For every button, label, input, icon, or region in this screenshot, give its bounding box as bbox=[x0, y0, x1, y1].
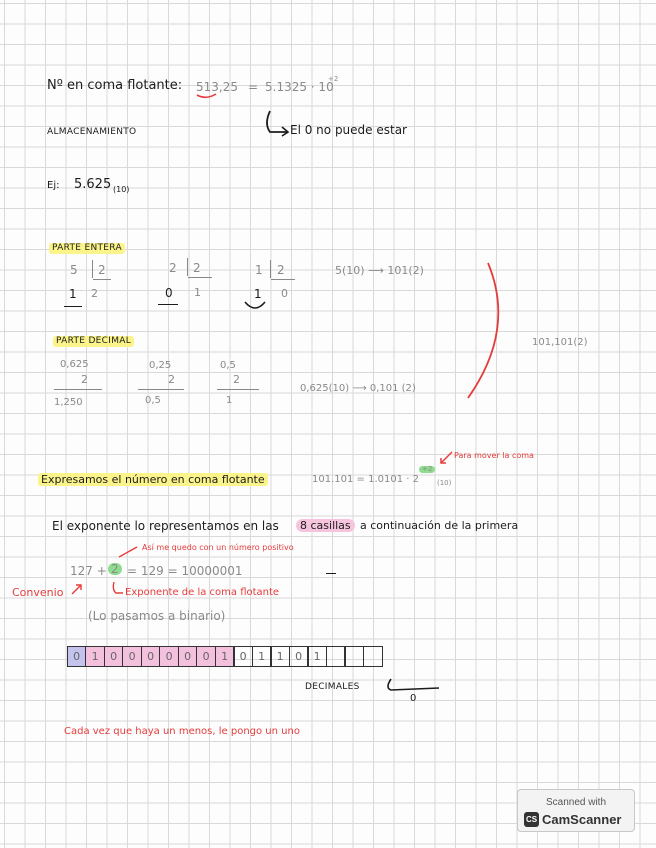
red-bracket-mark bbox=[460, 260, 510, 402]
convenio-label: Convenio bbox=[12, 586, 64, 599]
div1-divisor: 2 bbox=[98, 263, 106, 277]
smile-mark bbox=[243, 300, 267, 312]
red-underline-mark bbox=[196, 92, 218, 100]
example-number: 513,25 bbox=[196, 80, 238, 94]
decimal-part-title: PARTE DECIMAL bbox=[53, 336, 134, 347]
calc-rest: = 129 = 10000001 bbox=[127, 564, 243, 578]
binary-note: (Lo pasamos a binario) bbox=[88, 609, 226, 623]
div3-remainder: 1 bbox=[254, 287, 262, 301]
integer-result: 5(10) ⟶ 101(2) bbox=[335, 264, 424, 277]
decimals-label: DECIMALES bbox=[305, 682, 360, 692]
mul2-product: 0,5 bbox=[145, 395, 161, 406]
camscanner-brand: CamScanner bbox=[542, 812, 622, 827]
decimal-result: 0,625(10) ⟶ 0,101 (2) bbox=[300, 383, 416, 394]
example-base: (10) bbox=[113, 185, 130, 194]
decimals-bracket-mark bbox=[383, 676, 441, 694]
div2-divisor: 2 bbox=[193, 261, 201, 275]
div1-remainder: 1 bbox=[69, 287, 77, 301]
float-expression-exponent: +2 bbox=[419, 466, 435, 473]
bit-box: 0 bbox=[159, 646, 179, 667]
mul1-product: 1,250 bbox=[54, 397, 83, 408]
mul3-value: 0,5 bbox=[220, 360, 236, 371]
div1-dividend: 5 bbox=[70, 263, 78, 277]
combined-binary: 101,101(2) bbox=[532, 337, 588, 348]
div2-dividend: 2 bbox=[169, 261, 177, 275]
bit-box: 0 bbox=[104, 646, 124, 667]
bit-box: 1 bbox=[307, 646, 327, 667]
equals-sign: = bbox=[248, 80, 259, 94]
scanned-with-text: Scanned with bbox=[545, 797, 607, 808]
bit-box: 0 bbox=[233, 646, 253, 667]
mul1-factor: 2 bbox=[81, 373, 88, 386]
mul3-product: 1 bbox=[226, 395, 233, 406]
exponent-text-before: El exponente lo representamos en las bbox=[52, 519, 279, 533]
bit-box: 1 bbox=[85, 646, 105, 667]
scientific-exponent: +2 bbox=[328, 75, 339, 83]
div3-quotient: 0 bbox=[281, 287, 288, 300]
bit-box: 0 bbox=[67, 646, 87, 667]
bit-box: 1 bbox=[215, 646, 235, 667]
bit-box bbox=[326, 646, 346, 667]
hook-arrow-icon bbox=[262, 108, 292, 138]
exponent-text-after: a continuación de la primera bbox=[360, 519, 519, 532]
div2-quotient: 1 bbox=[194, 286, 201, 299]
footer-note: Cada vez que haya un menos, le pongo un uno bbox=[64, 726, 300, 737]
move-comma-note: Para mover la coma bbox=[454, 451, 534, 460]
red-arrow-positive-icon bbox=[115, 544, 139, 560]
storage-title: ALMACENAMIENTO bbox=[47, 127, 137, 137]
mul3-factor: 2 bbox=[233, 373, 240, 386]
bit-box bbox=[344, 646, 364, 667]
bit-box: 1 bbox=[270, 646, 290, 667]
bit-box: 0 bbox=[122, 646, 142, 667]
zero-label: 0 bbox=[410, 693, 417, 704]
calc-base: 127 + bbox=[70, 564, 107, 578]
div3-dividend: 1 bbox=[255, 263, 263, 277]
bit-box: 0 bbox=[178, 646, 198, 667]
div3-divisor: 2 bbox=[277, 263, 285, 277]
storage-note: El 0 no puede estar bbox=[290, 123, 407, 137]
float-expression-label: Expresamos el número en coma flotante bbox=[38, 473, 268, 486]
bit-boxes-row bbox=[68, 646, 383, 667]
float-label: Nº en coma flotante: bbox=[47, 78, 183, 93]
mul2-factor: 2 bbox=[168, 373, 175, 386]
bit-box: 0 bbox=[196, 646, 216, 667]
mul1-value: 0,625 bbox=[60, 359, 89, 370]
red-up-arrow-icon bbox=[70, 582, 84, 596]
bit-box: 0 bbox=[289, 646, 309, 667]
scientific-notation: 5.1325 · 10 bbox=[265, 80, 334, 94]
camscanner-watermark bbox=[517, 789, 635, 832]
red-arrow-icon bbox=[438, 450, 454, 466]
bit-box: 0 bbox=[141, 646, 161, 667]
example-prefix: Ej: bbox=[47, 180, 60, 191]
integer-part-title: PARTE ENTERA bbox=[49, 243, 125, 254]
bit-box: 1 bbox=[252, 646, 272, 667]
positive-note: Así me quedo con un número positivo bbox=[142, 543, 294, 552]
example-value: 5.625 bbox=[74, 177, 112, 192]
exponent-note: Exponente de la coma flotante bbox=[125, 587, 280, 598]
calc-added: 2 bbox=[108, 563, 122, 575]
camscanner-logo-icon: CS bbox=[524, 812, 539, 827]
red-hook-icon bbox=[111, 580, 125, 596]
mul2-value: 0,25 bbox=[149, 360, 172, 371]
float-expression-value: 101.101 = 1.0101 · 2 bbox=[312, 474, 419, 485]
div2-remainder: 0 bbox=[165, 286, 173, 300]
bit-box bbox=[363, 646, 383, 667]
eight-boxes-highlight: 8 casillas bbox=[296, 519, 355, 532]
float-expression-base: (10) bbox=[437, 479, 452, 487]
div1-quotient: 2 bbox=[91, 287, 98, 300]
